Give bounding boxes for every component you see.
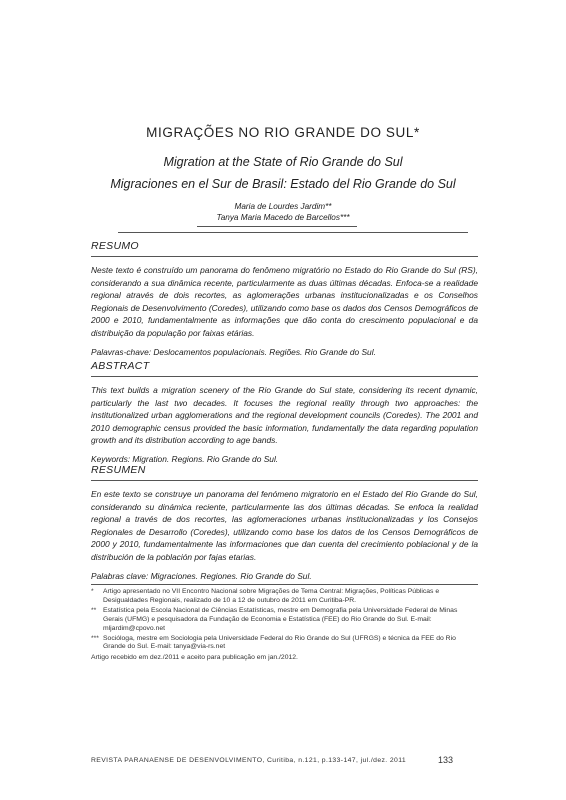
journal-footer: REVISTA PARANAENSE DE DESENVOLVIMENTO, Curitiba, n.121, p.133-147, jul./dez. 2011 bbox=[91, 757, 407, 764]
paper-title: MIGRAÇÕES NO RIO GRANDE DO SUL* bbox=[146, 125, 420, 140]
resumen-keywords: Palabras clave: Migraciones. Regiones. Rio Grande do Sul. bbox=[91, 570, 312, 581]
footnotes bbox=[91, 588, 478, 663]
footnote bbox=[91, 588, 478, 606]
subtitle-spanish: Migraciones en el Sur de Brasil: Estado del Rio Grande do Sul bbox=[110, 177, 456, 191]
received-note: Artigo recebido em dez./2011 e aceito para publicação em jan./2012. bbox=[91, 654, 298, 662]
section-divider bbox=[91, 256, 478, 257]
resumo-keywords: Palavras-chave: Deslocamentos populacionais. Regiões. Rio Grande do Sul. bbox=[91, 346, 376, 357]
author-divider bbox=[197, 226, 357, 227]
footnote-mark: *** bbox=[91, 634, 99, 642]
footnote bbox=[91, 607, 478, 634]
footnote-mark: ** bbox=[91, 606, 97, 614]
resumen-heading: RESUMEN bbox=[91, 464, 146, 476]
resumo-text: Neste texto é construído um panorama do fenômeno migratório no Estado do Rio Grande do Sul (RS), considerando a sua dinâmica recente, particularmente as duas últimas décadas. Enfoca-se a realidade regional através de dois recortes, as aglomerações urbanas institucionalizadas e os Conselhos Regionais de Desenvolvimento (Coredes), utilizando como base os dados dos Censos Demográficos de 2000 e 2010, fundamentalmente as informações que dão conta do crescimento populacional e da distribuição da população por faixas etárias. bbox=[91, 265, 478, 338]
abstract-section bbox=[91, 360, 478, 466]
resumen-section bbox=[91, 464, 478, 582]
section-divider bbox=[91, 480, 478, 481]
section-divider bbox=[91, 376, 478, 377]
footnote-text: Estatística pela Escola Nacional de Ciências Estatísticas, mestre em Demografia pela Universidade Federal de Minas Gerais (UFMG) e pesquisadora da Fundação de Economia e Estatística (FEE) do Rio Grande do Sul. E-mail: mljardim@cpovo.net bbox=[103, 606, 458, 632]
author-name: Tanya Maria Macedo de Barcellos*** bbox=[216, 213, 350, 222]
header-divider bbox=[118, 232, 468, 233]
author-list bbox=[0, 201, 566, 223]
footnote-text: Socióloga, mestre em Sociologia pela Universidade Federal do Rio Grande do Sul (UFRGS) e técnica da FEE do Rio Grande do Sul. E-mail: tanya@via-rs.net bbox=[103, 634, 456, 651]
resumo-section bbox=[91, 240, 478, 358]
author-name: Maria de Lourdes Jardim** bbox=[234, 202, 332, 211]
abstract-heading: ABSTRACT bbox=[91, 360, 150, 372]
footnote-mark: * bbox=[91, 588, 94, 595]
resumen-text: En este texto se construye un panorama del fenómeno migratorio en el Estado del Rio Grande do Sul, considerando su dinámica reciente, particularmente las dos últimas décadas. Se enfoca la realidad regional a través de dos recortes, las aglomeraciones urbanas institucionalizadas y los Consejos Regionales de Desarrollo (Coredes), utilizando como base los datos de los Censos Demográficos de 2000 y 2010, fundamentalmente las informaciones que dan cuenta del crecimiento poblacional y de la distribución de la población por fajas etarias. bbox=[91, 489, 478, 562]
footnote-text: Artigo apresentado no VII Encontro Nacional sobre Migrações de Tema Central: Migrações, Políticas Públicas e Desigualdades Regionais, realizado de 10 a 12 de outubro de 2011 em Curitiba-PR. bbox=[103, 588, 440, 604]
page-number: 133 bbox=[438, 755, 454, 765]
footnote-divider bbox=[91, 584, 478, 585]
abstract-keywords: Keywords: Migration. Regions. Rio Grande do Sul. bbox=[91, 453, 279, 464]
subtitle-english: Migration at the State of Rio Grande do Sul bbox=[163, 155, 403, 169]
footnote bbox=[91, 635, 478, 653]
resumo-heading: RESUMO bbox=[91, 240, 139, 252]
abstract-text: This text builds a migration scenery of the Rio Grande do Sul state, considering its recent dynamic, particularly the last two decades. It focuses the regional reality through two approaches: the institutionalized urban agglomerations and the regional development councils (Coredes). The 2001 and 2010 demographic census provided the basic information, fundamentally the data regarding population growth and its distribution according to age bands. bbox=[91, 385, 478, 446]
